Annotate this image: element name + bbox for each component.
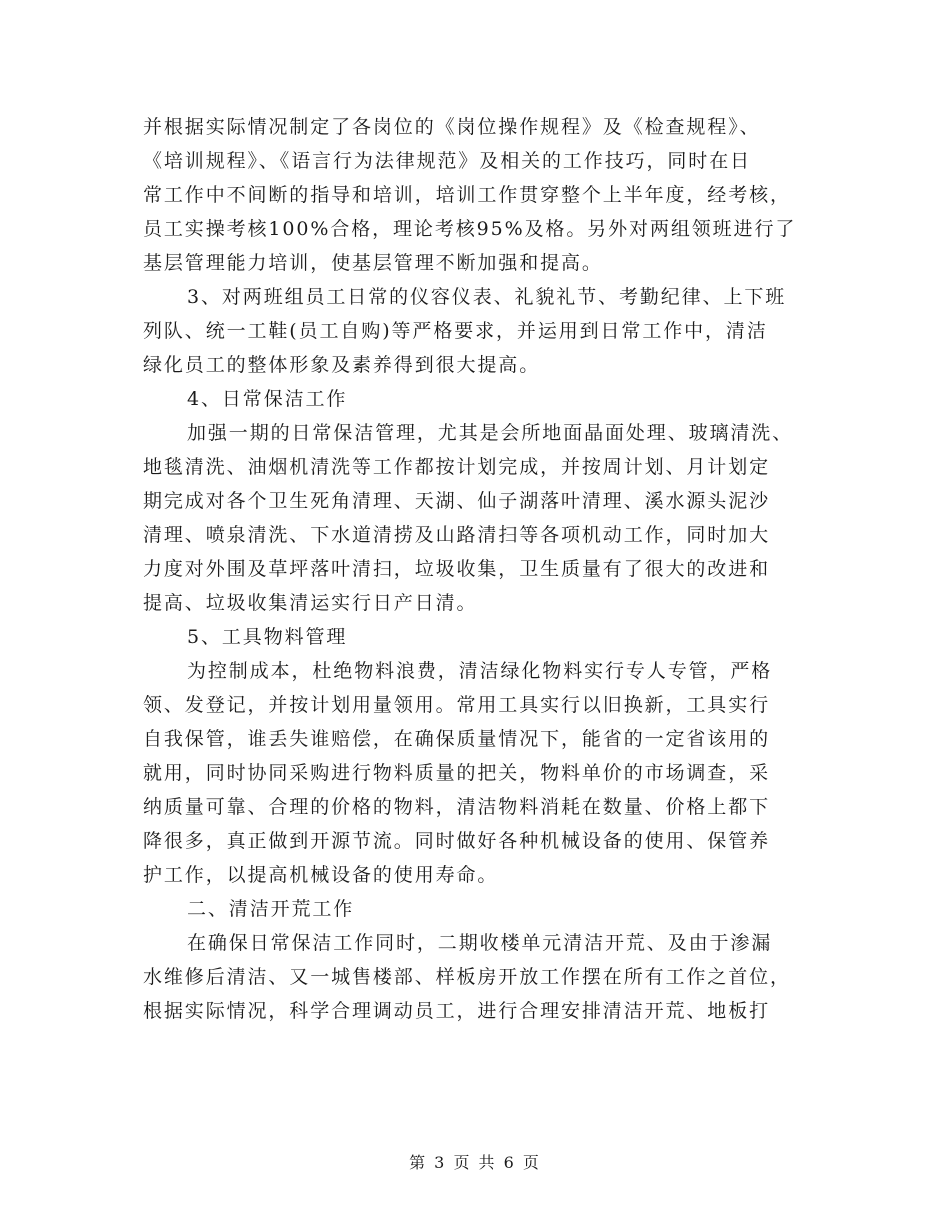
text-line: 二、清洁开荒工作 xyxy=(187,898,355,920)
text-line: 并根据实际情况制定了各岗位的《岗位操作规程》及《检查规程》、 xyxy=(143,116,761,138)
text-line: 常工作中不间断的指导和培训，培训工作贯穿整个上半年度，经考核， xyxy=(143,184,791,206)
text-line: 就用，同时协同采购进行物料质量的把关，物料单价的市场调查，采 xyxy=(143,762,771,784)
text-line: 员工实操考核100%合格，理论考核95%及格。另外对两组领班进行了 xyxy=(143,218,797,240)
document-body xyxy=(143,110,815,1028)
text-line: 基层管理能力培训，使基层管理不断加强和提高。 xyxy=(143,252,603,274)
text-line: 《培训规程》、《语言行为法律规范》及相关的工作技巧，同时在日 xyxy=(143,150,752,172)
text-line: 为控制成本，杜绝物料浪费，清洁绿化物料实行专人专管，严格 xyxy=(187,660,773,682)
text-line: 领、发登记，并按计划用量领用。常用工具实行以旧换新，工具实行 xyxy=(143,694,771,716)
page-footer: 第 3 页 共 6 页 xyxy=(409,1153,541,1172)
text-line: 期完成对各个卫生死角清理、天湖、仙子湖落叶清理、溪水源头泥沙 xyxy=(143,490,771,512)
text-line: 在确保日常保洁工作同时，二期收楼单元清洁开荒、及由于渗漏 xyxy=(187,932,773,954)
text-line: 清理、喷泉清洗、下水道清捞及山路清扫等各项机动工作，同时加大 xyxy=(143,524,771,546)
text-line: 力度对外围及草坪落叶清扫，垃圾收集，卫生质量有了很大的改进和 xyxy=(143,558,771,580)
text-line: 4、日常保洁工作 xyxy=(187,388,348,410)
text-line: 3、对两班组员工日常的仪容仪表、礼貌礼节、考勤纪律、上下班 xyxy=(187,286,787,308)
text-line: 5、工具物料管理 xyxy=(187,626,348,648)
text-line: 提高、垃圾收集清运实行日产日清。 xyxy=(143,592,478,614)
text-line: 护工作，以提高机械设备的使用寿命。 xyxy=(143,864,499,886)
text-line: 绿化员工的整体形象及素养得到很大提高。 xyxy=(143,354,541,376)
text-line: 水维修后清洁、又一城售楼部、样板房开放工作摆在所有工作之首位， xyxy=(143,966,791,988)
text-line: 降很多，真正做到开源节流。同时做好各种机械设备的使用、保管养 xyxy=(143,830,771,852)
text-line: 自我保管，谁丢失谁赔偿，在确保质量情况下，能省的一定省该用的 xyxy=(143,728,771,750)
text-line: 纳质量可靠、合理的价格的物料，清洁物料消耗在数量、价格上都下 xyxy=(143,796,771,818)
text-line: 列队、统一工鞋(员工自购)等严格要求，并运用到日常工作中，清洁 xyxy=(143,320,768,342)
text-line: 根据实际情况，科学合理调动员工，进行合理安排清洁开荒、地板打 xyxy=(143,1000,771,1022)
text-line: 加强一期的日常保洁管理，尤其是会所地面晶面处理、玻璃清洗、 xyxy=(187,422,794,444)
text-line: 地毯清洗、油烟机清洗等工作都按计划完成，并按周计划、月计划定 xyxy=(143,456,771,478)
